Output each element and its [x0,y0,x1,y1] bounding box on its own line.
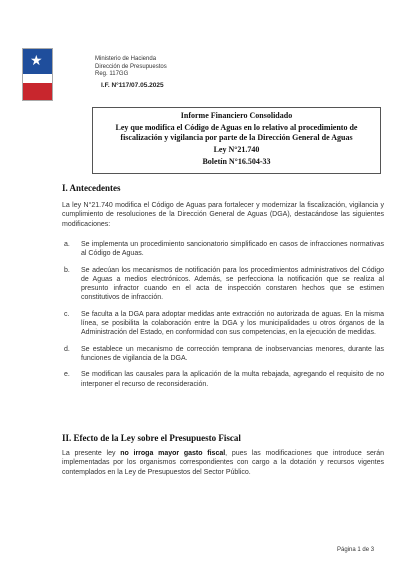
budget-text-end: , pues las modificaciones que introduce serán implementadas por los organismos correspondientes con cargo a la dotación y recursos vigentes contemplados en la Ley de Presupuestos del Sector Público. [62,450,385,476]
list-item-label: e. [64,371,70,379]
list-item-text: Se implementa un procedimiento sancionatorio simplificado en casos de infracciones normativas al Código de Aguas. [81,241,384,258]
law-title: Ley que modifica el Código de Aguas en lo relativo al procedimiento de fiscalización y vigilancia por parte de la Dirección General de Aguas [115,123,358,142]
modifications-list [62,240,384,389]
list-item [62,370,384,389]
section-heading-antecedentes: I. Antecedentes [62,183,121,193]
list-item-label: d. [64,345,70,353]
list-item [62,310,384,338]
page-number: Página 1 de 3 [337,547,375,553]
title-box [92,107,381,174]
government-logo [22,48,53,101]
list-item [62,266,384,303]
budget-effect-paragraph [62,449,384,477]
ministry-line: Reg. 117GG [95,71,129,77]
list-item [62,240,384,259]
intro-paragraph: La ley N°21.740 modifica el Código de Aguas para fortalecer y modernizar la fiscalización, vigilancia y cumplimiento de resoluciones de la Dirección General de Aguas (DGA), destacándose las siguientes modificaciones: [62,202,384,228]
list-item-text: Se establece un mecanismo de corrección temprana de inobservancias menores, durante las funciones de vigilancia de la DGA. [81,345,384,362]
bulletin-number: Boletín N°16.504-33 [202,157,271,166]
list-item-text: Se adecúan los mecanismos de notificación para los procedimientos administrativos del Código de Aguas a medios electrónicos. Además, se perfecciona la notificación que se realiza al presunto infractor cuando en el acta de inspección constaren hechos que se estimen constitutivos de infracción. [81,266,384,302]
list-item-label: a. [64,241,70,248]
list-item-text: Se modifican las causales para la aplicación de la multa rebajada, agregando el requisito de no interponer el recurso de reconsideración. [81,371,384,388]
list-item [62,345,384,364]
star-icon: ★ [30,52,43,68]
list-item-label: c. [64,310,70,318]
section-heading-budget-effect: II. Efecto de la Ley sobre el Presupuesto Fiscal [62,433,241,443]
list-item-label: b. [64,266,70,274]
budget-text-start: La presente ley [62,450,121,457]
ministry-line: Ministerio de Hacienda [95,56,157,62]
report-type: Informe Financiero Consolidado [180,111,293,120]
list-item-text: Se faculta a la DGA para adoptar medidas ante extracción no autorizada de aguas. En la misma línea, se posibilita la colaboración entre la DGA y los municipalidades u otros órganos de la Administración del Estado, en conformidad con sus competencias, en la ejecución de medidas. [81,310,384,337]
law-number: Ley N°21.740 [213,145,260,154]
budget-text-bold: no irroga mayor gasto fiscal [120,450,226,457]
report-reference: I.F. N°117/07.05.2025 [101,82,164,89]
ministry-line: Dirección de Presupuestos [95,63,167,70]
ministry-block [95,56,167,79]
